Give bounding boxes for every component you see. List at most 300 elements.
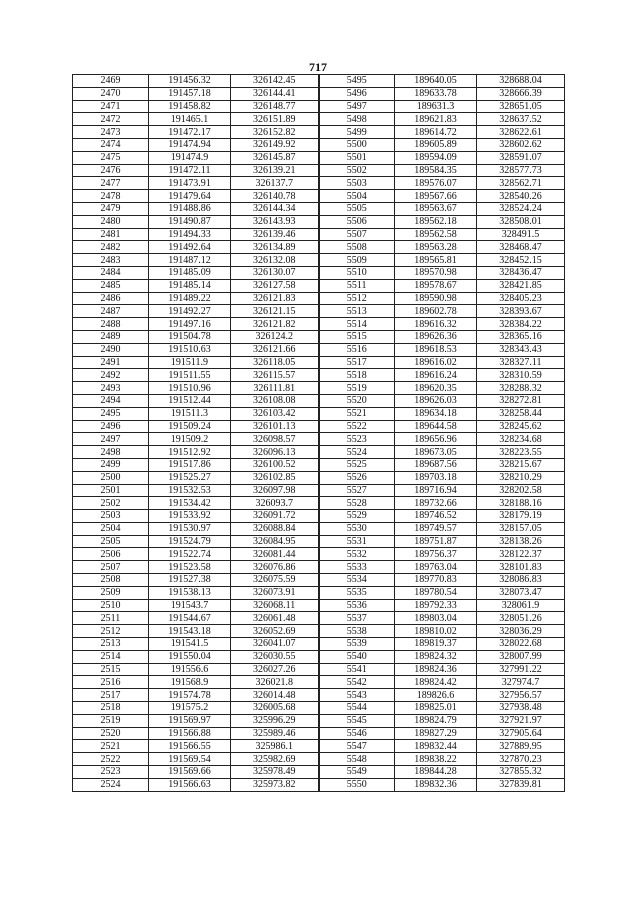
point-id-left-cell: 2506: [73, 548, 149, 561]
y-coord-right-cell: 327839.81: [477, 778, 565, 791]
table-row: [73, 702, 565, 715]
point-id-left-cell: 2513: [73, 638, 149, 651]
y-coord-right-cell: 328073.47: [477, 586, 565, 599]
point-id-left-cell: 2480: [73, 215, 149, 228]
y-coord-left-cell: 326030.55: [231, 650, 319, 663]
table-row: [73, 87, 565, 100]
point-id-left-cell: 2486: [73, 292, 149, 305]
y-coord-right-cell: 328245.62: [477, 420, 565, 433]
point-id-right-cell: 5518: [319, 369, 395, 382]
table-row: [73, 407, 565, 420]
table-row: [73, 497, 565, 510]
x-coord-left-cell: 191492.27: [149, 305, 231, 318]
x-coord-left-cell: 191527.38: [149, 574, 231, 587]
y-coord-right-cell: 328202.58: [477, 484, 565, 497]
x-coord-left-cell: 191574.78: [149, 689, 231, 702]
x-coord-right-cell: 189602.78: [395, 305, 477, 318]
y-coord-right-cell: 328179.19: [477, 510, 565, 523]
table-row: [73, 471, 565, 484]
y-coord-left-cell: 326084.95: [231, 535, 319, 548]
x-coord-right-cell: 189616.24: [395, 369, 477, 382]
x-coord-left-cell: 191569.54: [149, 753, 231, 766]
point-id-left-cell: 2521: [73, 740, 149, 753]
table-row: [73, 625, 565, 638]
y-coord-left-cell: 325986.1: [231, 740, 319, 753]
table-row: [73, 394, 565, 407]
point-id-right-cell: 5550: [319, 778, 395, 791]
table-row: [73, 369, 565, 382]
y-coord-left-cell: 326014.48: [231, 689, 319, 702]
x-coord-left-cell: 191512.44: [149, 394, 231, 407]
point-id-left-cell: 2518: [73, 702, 149, 715]
table-row: [73, 420, 565, 433]
y-coord-left-cell: 326145.87: [231, 151, 319, 164]
x-coord-right-cell: 189618.53: [395, 343, 477, 356]
y-coord-left-cell: 326140.78: [231, 190, 319, 203]
y-coord-left-cell: 326142.45: [231, 75, 319, 88]
y-coord-right-cell: 328007.99: [477, 650, 565, 663]
x-coord-left-cell: 191522.74: [149, 548, 231, 561]
x-coord-left-cell: 191457.18: [149, 87, 231, 100]
point-id-left-cell: 2503: [73, 510, 149, 523]
point-id-right-cell: 5537: [319, 612, 395, 625]
table-row: [73, 330, 565, 343]
x-coord-left-cell: 191538.13: [149, 586, 231, 599]
x-coord-right-cell: 189827.29: [395, 727, 477, 740]
x-coord-left-cell: 191511.55: [149, 369, 231, 382]
table-row: [73, 138, 565, 151]
point-id-right-cell: 5547: [319, 740, 395, 753]
x-coord-left-cell: 191492.64: [149, 241, 231, 254]
x-coord-right-cell: 189634.18: [395, 407, 477, 420]
point-id-right-cell: 5534: [319, 574, 395, 587]
y-coord-left-cell: 326098.57: [231, 433, 319, 446]
table-row: [73, 689, 565, 702]
point-id-right-cell: 5509: [319, 254, 395, 267]
point-id-right-cell: 5497: [319, 100, 395, 113]
y-coord-right-cell: 328577.73: [477, 164, 565, 177]
x-coord-right-cell: 189832.44: [395, 740, 477, 753]
point-id-right-cell: 5530: [319, 522, 395, 535]
y-coord-right-cell: 328637.52: [477, 113, 565, 126]
x-coord-right-cell: 189626.36: [395, 330, 477, 343]
y-coord-right-cell: 328138.26: [477, 535, 565, 548]
point-id-left-cell: 2476: [73, 164, 149, 177]
x-coord-left-cell: 191517.86: [149, 458, 231, 471]
y-coord-left-cell: 325978.49: [231, 766, 319, 779]
y-coord-left-cell: 326121.15: [231, 305, 319, 318]
y-coord-right-cell: 327974.7: [477, 676, 565, 689]
x-coord-right-cell: 189562.58: [395, 228, 477, 241]
y-coord-right-cell: 328086.83: [477, 574, 565, 587]
x-coord-left-cell: 191490.87: [149, 215, 231, 228]
y-coord-right-cell: 327870.23: [477, 753, 565, 766]
point-id-left-cell: 2490: [73, 343, 149, 356]
y-coord-left-cell: 326096.13: [231, 446, 319, 459]
y-coord-left-cell: 326021.8: [231, 676, 319, 689]
x-coord-right-cell: 189844.28: [395, 766, 477, 779]
table-row: [73, 510, 565, 523]
point-id-right-cell: 5529: [319, 510, 395, 523]
point-id-left-cell: 2517: [73, 689, 149, 702]
page-number: 717: [309, 60, 327, 74]
y-coord-right-cell: 328452.15: [477, 254, 565, 267]
x-coord-left-cell: 191487.12: [149, 254, 231, 267]
coordinate-table: [72, 74, 565, 792]
point-id-left-cell: 2520: [73, 727, 149, 740]
table-row: [73, 241, 565, 254]
point-id-right-cell: 5504: [319, 190, 395, 203]
point-id-left-cell: 2509: [73, 586, 149, 599]
point-id-right-cell: 5513: [319, 305, 395, 318]
x-coord-left-cell: 191550.04: [149, 650, 231, 663]
y-coord-right-cell: 328421.85: [477, 279, 565, 292]
y-coord-left-cell: 326075.59: [231, 574, 319, 587]
x-coord-left-cell: 191534.42: [149, 497, 231, 510]
x-coord-right-cell: 189594.09: [395, 151, 477, 164]
table-row: [73, 638, 565, 651]
table-row: [73, 714, 565, 727]
x-coord-right-cell: 189567.66: [395, 190, 477, 203]
table-row: [73, 740, 565, 753]
point-id-right-cell: 5538: [319, 625, 395, 638]
point-id-right-cell: 5519: [319, 382, 395, 395]
y-coord-left-cell: 326027.26: [231, 663, 319, 676]
y-coord-right-cell: 328562.71: [477, 177, 565, 190]
point-id-right-cell: 5536: [319, 599, 395, 612]
table-row: [73, 484, 565, 497]
table-row: [73, 612, 565, 625]
y-coord-right-cell: 328022.68: [477, 638, 565, 651]
x-coord-left-cell: 191532.53: [149, 484, 231, 497]
y-coord-left-cell: 326151.89: [231, 113, 319, 126]
y-coord-right-cell: 328524.24: [477, 202, 565, 215]
y-coord-left-cell: 326143.93: [231, 215, 319, 228]
point-id-left-cell: 2504: [73, 522, 149, 535]
y-coord-right-cell: 328602.62: [477, 138, 565, 151]
y-coord-right-cell: 328651.05: [477, 100, 565, 113]
table-row: [73, 292, 565, 305]
x-coord-left-cell: 191544.67: [149, 612, 231, 625]
y-coord-left-cell: 326076.86: [231, 561, 319, 574]
x-coord-right-cell: 189563.28: [395, 241, 477, 254]
table-row: [73, 433, 565, 446]
x-coord-right-cell: 189824.79: [395, 714, 477, 727]
y-coord-right-cell: 327889.95: [477, 740, 565, 753]
point-id-left-cell: 2469: [73, 75, 149, 88]
y-coord-left-cell: 326144.41: [231, 87, 319, 100]
table-row: [73, 75, 565, 88]
x-coord-right-cell: 189562.18: [395, 215, 477, 228]
point-id-right-cell: 5511: [319, 279, 395, 292]
point-id-right-cell: 5516: [319, 343, 395, 356]
y-coord-left-cell: 326108.08: [231, 394, 319, 407]
point-id-right-cell: 5533: [319, 561, 395, 574]
table-row: [73, 522, 565, 535]
y-coord-right-cell: 328327.11: [477, 356, 565, 369]
y-coord-right-cell: 328258.44: [477, 407, 565, 420]
table-row: [73, 676, 565, 689]
y-coord-right-cell: 328122.37: [477, 548, 565, 561]
y-coord-left-cell: 325996.29: [231, 714, 319, 727]
point-id-right-cell: 5508: [319, 241, 395, 254]
point-id-left-cell: 2484: [73, 266, 149, 279]
x-coord-right-cell: 189803.04: [395, 612, 477, 625]
x-coord-right-cell: 189605.89: [395, 138, 477, 151]
x-coord-left-cell: 191566.63: [149, 778, 231, 791]
point-id-right-cell: 5539: [319, 638, 395, 651]
point-id-left-cell: 2519: [73, 714, 149, 727]
point-id-right-cell: 5503: [319, 177, 395, 190]
x-coord-right-cell: 189819.37: [395, 638, 477, 651]
point-id-right-cell: 5542: [319, 676, 395, 689]
x-coord-left-cell: 191509.2: [149, 433, 231, 446]
y-coord-left-cell: 326139.21: [231, 164, 319, 177]
x-coord-right-cell: 189810.02: [395, 625, 477, 638]
x-coord-left-cell: 191474.94: [149, 138, 231, 151]
point-id-left-cell: 2510: [73, 599, 149, 612]
table-row: [73, 190, 565, 203]
point-id-left-cell: 2497: [73, 433, 149, 446]
point-id-left-cell: 2496: [73, 420, 149, 433]
table-row: [73, 215, 565, 228]
point-id-left-cell: 2489: [73, 330, 149, 343]
table-row: [73, 254, 565, 267]
x-coord-left-cell: 191556.6: [149, 663, 231, 676]
y-coord-right-cell: 328384.22: [477, 318, 565, 331]
x-coord-left-cell: 191524.79: [149, 535, 231, 548]
point-id-right-cell: 5527: [319, 484, 395, 497]
x-coord-right-cell: 189576.07: [395, 177, 477, 190]
x-coord-left-cell: 191473.91: [149, 177, 231, 190]
y-coord-left-cell: 326139.46: [231, 228, 319, 241]
x-coord-right-cell: 189673.05: [395, 446, 477, 459]
table-row: [73, 279, 565, 292]
x-coord-left-cell: 191569.97: [149, 714, 231, 727]
y-coord-right-cell: 328540.26: [477, 190, 565, 203]
x-coord-left-cell: 191523.58: [149, 561, 231, 574]
y-coord-left-cell: 326149.92: [231, 138, 319, 151]
table-row: [73, 113, 565, 126]
point-id-left-cell: 2478: [73, 190, 149, 203]
x-coord-left-cell: 191569.66: [149, 766, 231, 779]
point-id-right-cell: 5524: [319, 446, 395, 459]
x-coord-right-cell: 189826.6: [395, 689, 477, 702]
y-coord-left-cell: 326005.68: [231, 702, 319, 715]
point-id-right-cell: 5498: [319, 113, 395, 126]
point-id-right-cell: 5510: [319, 266, 395, 279]
y-coord-left-cell: 326115.57: [231, 369, 319, 382]
point-id-right-cell: 5514: [319, 318, 395, 331]
table-row: [73, 753, 565, 766]
point-id-right-cell: 5544: [319, 702, 395, 715]
y-coord-left-cell: 326091.72: [231, 510, 319, 523]
x-coord-left-cell: 191512.92: [149, 446, 231, 459]
y-coord-left-cell: 326144.34: [231, 202, 319, 215]
y-coord-left-cell: 326101.13: [231, 420, 319, 433]
x-coord-left-cell: 191485.14: [149, 279, 231, 292]
x-coord-left-cell: 191530.97: [149, 522, 231, 535]
y-coord-right-cell: 327905.64: [477, 727, 565, 740]
table-row: [73, 599, 565, 612]
y-coord-left-cell: 326100.52: [231, 458, 319, 471]
table-row: [73, 561, 565, 574]
point-id-right-cell: 5517: [319, 356, 395, 369]
x-coord-right-cell: 189824.36: [395, 663, 477, 676]
point-id-left-cell: 2479: [73, 202, 149, 215]
point-id-right-cell: 5506: [319, 215, 395, 228]
point-id-right-cell: 5500: [319, 138, 395, 151]
table-row: [73, 548, 565, 561]
x-coord-right-cell: 189703.18: [395, 471, 477, 484]
point-id-left-cell: 2499: [73, 458, 149, 471]
y-coord-right-cell: 328288.32: [477, 382, 565, 395]
point-id-left-cell: 2516: [73, 676, 149, 689]
table-row: [73, 266, 565, 279]
point-id-left-cell: 2493: [73, 382, 149, 395]
x-coord-right-cell: 189763.04: [395, 561, 477, 574]
x-coord-left-cell: 191511.3: [149, 407, 231, 420]
y-coord-left-cell: 326124.2: [231, 330, 319, 343]
point-id-right-cell: 5549: [319, 766, 395, 779]
x-coord-left-cell: 191458.82: [149, 100, 231, 113]
point-id-right-cell: 5531: [319, 535, 395, 548]
table-row: [73, 202, 565, 215]
y-coord-right-cell: 328436.47: [477, 266, 565, 279]
x-coord-left-cell: 191485.09: [149, 266, 231, 279]
y-coord-right-cell: 328188.16: [477, 497, 565, 510]
x-coord-left-cell: 191510.63: [149, 343, 231, 356]
point-id-left-cell: 2492: [73, 369, 149, 382]
table-row: [73, 586, 565, 599]
table-row: [73, 778, 565, 791]
table-row: [73, 126, 565, 139]
x-coord-left-cell: 191472.11: [149, 164, 231, 177]
point-id-left-cell: 2502: [73, 497, 149, 510]
table-row: [73, 766, 565, 779]
point-id-right-cell: 5546: [319, 727, 395, 740]
x-coord-left-cell: 191543.18: [149, 625, 231, 638]
x-coord-right-cell: 189570.98: [395, 266, 477, 279]
point-id-left-cell: 2505: [73, 535, 149, 548]
x-coord-left-cell: 191497.16: [149, 318, 231, 331]
y-coord-right-cell: 328688.04: [477, 75, 565, 88]
table-row: [73, 382, 565, 395]
table-row: [73, 446, 565, 459]
x-coord-right-cell: 189780.54: [395, 586, 477, 599]
point-id-left-cell: 2508: [73, 574, 149, 587]
y-coord-left-cell: 326111.81: [231, 382, 319, 395]
point-id-left-cell: 2498: [73, 446, 149, 459]
x-coord-right-cell: 189832.36: [395, 778, 477, 791]
y-coord-left-cell: 326121.83: [231, 292, 319, 305]
y-coord-left-cell: 325973.82: [231, 778, 319, 791]
y-coord-right-cell: 328393.67: [477, 305, 565, 318]
y-coord-left-cell: 326068.11: [231, 599, 319, 612]
x-coord-right-cell: 189644.58: [395, 420, 477, 433]
point-id-right-cell: 5512: [319, 292, 395, 305]
table-row: [73, 574, 565, 587]
y-coord-right-cell: 328405.23: [477, 292, 565, 305]
y-coord-right-cell: 328101.83: [477, 561, 565, 574]
table-row: [73, 356, 565, 369]
y-coord-right-cell: 328310.59: [477, 369, 565, 382]
x-coord-left-cell: 191456.32: [149, 75, 231, 88]
y-coord-left-cell: 326121.66: [231, 343, 319, 356]
y-coord-left-cell: 326121.82: [231, 318, 319, 331]
point-id-right-cell: 5522: [319, 420, 395, 433]
y-coord-left-cell: 326052.69: [231, 625, 319, 638]
x-coord-right-cell: 189838.22: [395, 753, 477, 766]
table-row: [73, 151, 565, 164]
point-id-left-cell: 2475: [73, 151, 149, 164]
x-coord-left-cell: 191474.9: [149, 151, 231, 164]
x-coord-left-cell: 191489.22: [149, 292, 231, 305]
point-id-right-cell: 5507: [319, 228, 395, 241]
y-coord-right-cell: 327956.57: [477, 689, 565, 702]
point-id-left-cell: 2514: [73, 650, 149, 663]
point-id-right-cell: 5496: [319, 87, 395, 100]
x-coord-right-cell: 189565.81: [395, 254, 477, 267]
point-id-right-cell: 5525: [319, 458, 395, 471]
x-coord-right-cell: 189656.96: [395, 433, 477, 446]
y-coord-right-cell: 328036.29: [477, 625, 565, 638]
y-coord-right-cell: 327991.22: [477, 663, 565, 676]
point-id-left-cell: 2471: [73, 100, 149, 113]
y-coord-left-cell: 326061.48: [231, 612, 319, 625]
x-coord-right-cell: 189584.35: [395, 164, 477, 177]
point-id-right-cell: 5540: [319, 650, 395, 663]
point-id-left-cell: 2470: [73, 87, 149, 100]
x-coord-left-cell: 191525.27: [149, 471, 231, 484]
point-id-left-cell: 2515: [73, 663, 149, 676]
x-coord-left-cell: 191472.17: [149, 126, 231, 139]
x-coord-right-cell: 189824.42: [395, 676, 477, 689]
y-coord-right-cell: 328223.55: [477, 446, 565, 459]
x-coord-left-cell: 191533.92: [149, 510, 231, 523]
y-coord-right-cell: 328210.29: [477, 471, 565, 484]
x-coord-right-cell: 189621.83: [395, 113, 477, 126]
point-id-left-cell: 2477: [73, 177, 149, 190]
point-id-left-cell: 2482: [73, 241, 149, 254]
point-id-right-cell: 5515: [319, 330, 395, 343]
y-coord-right-cell: 328508.01: [477, 215, 565, 228]
y-coord-left-cell: 326103.42: [231, 407, 319, 420]
x-coord-left-cell: 191465.1: [149, 113, 231, 126]
point-id-right-cell: 5545: [319, 714, 395, 727]
y-coord-left-cell: 326093.7: [231, 497, 319, 510]
point-id-left-cell: 2494: [73, 394, 149, 407]
y-coord-right-cell: 328234.68: [477, 433, 565, 446]
point-id-right-cell: 5495: [319, 75, 395, 88]
y-coord-left-cell: 326148.77: [231, 100, 319, 113]
y-coord-left-cell: 326081.44: [231, 548, 319, 561]
y-coord-left-cell: 326127.58: [231, 279, 319, 292]
point-id-right-cell: 5532: [319, 548, 395, 561]
table-row: [73, 164, 565, 177]
y-coord-left-cell: 326088.84: [231, 522, 319, 535]
point-id-right-cell: 5502: [319, 164, 395, 177]
point-id-right-cell: 5521: [319, 407, 395, 420]
table-row: [73, 177, 565, 190]
y-coord-right-cell: 328491.5: [477, 228, 565, 241]
y-coord-right-cell: 328666.39: [477, 87, 565, 100]
y-coord-right-cell: 327921.97: [477, 714, 565, 727]
point-id-left-cell: 2473: [73, 126, 149, 139]
table-row: [73, 305, 565, 318]
point-id-right-cell: 5501: [319, 151, 395, 164]
x-coord-left-cell: 191511.9: [149, 356, 231, 369]
